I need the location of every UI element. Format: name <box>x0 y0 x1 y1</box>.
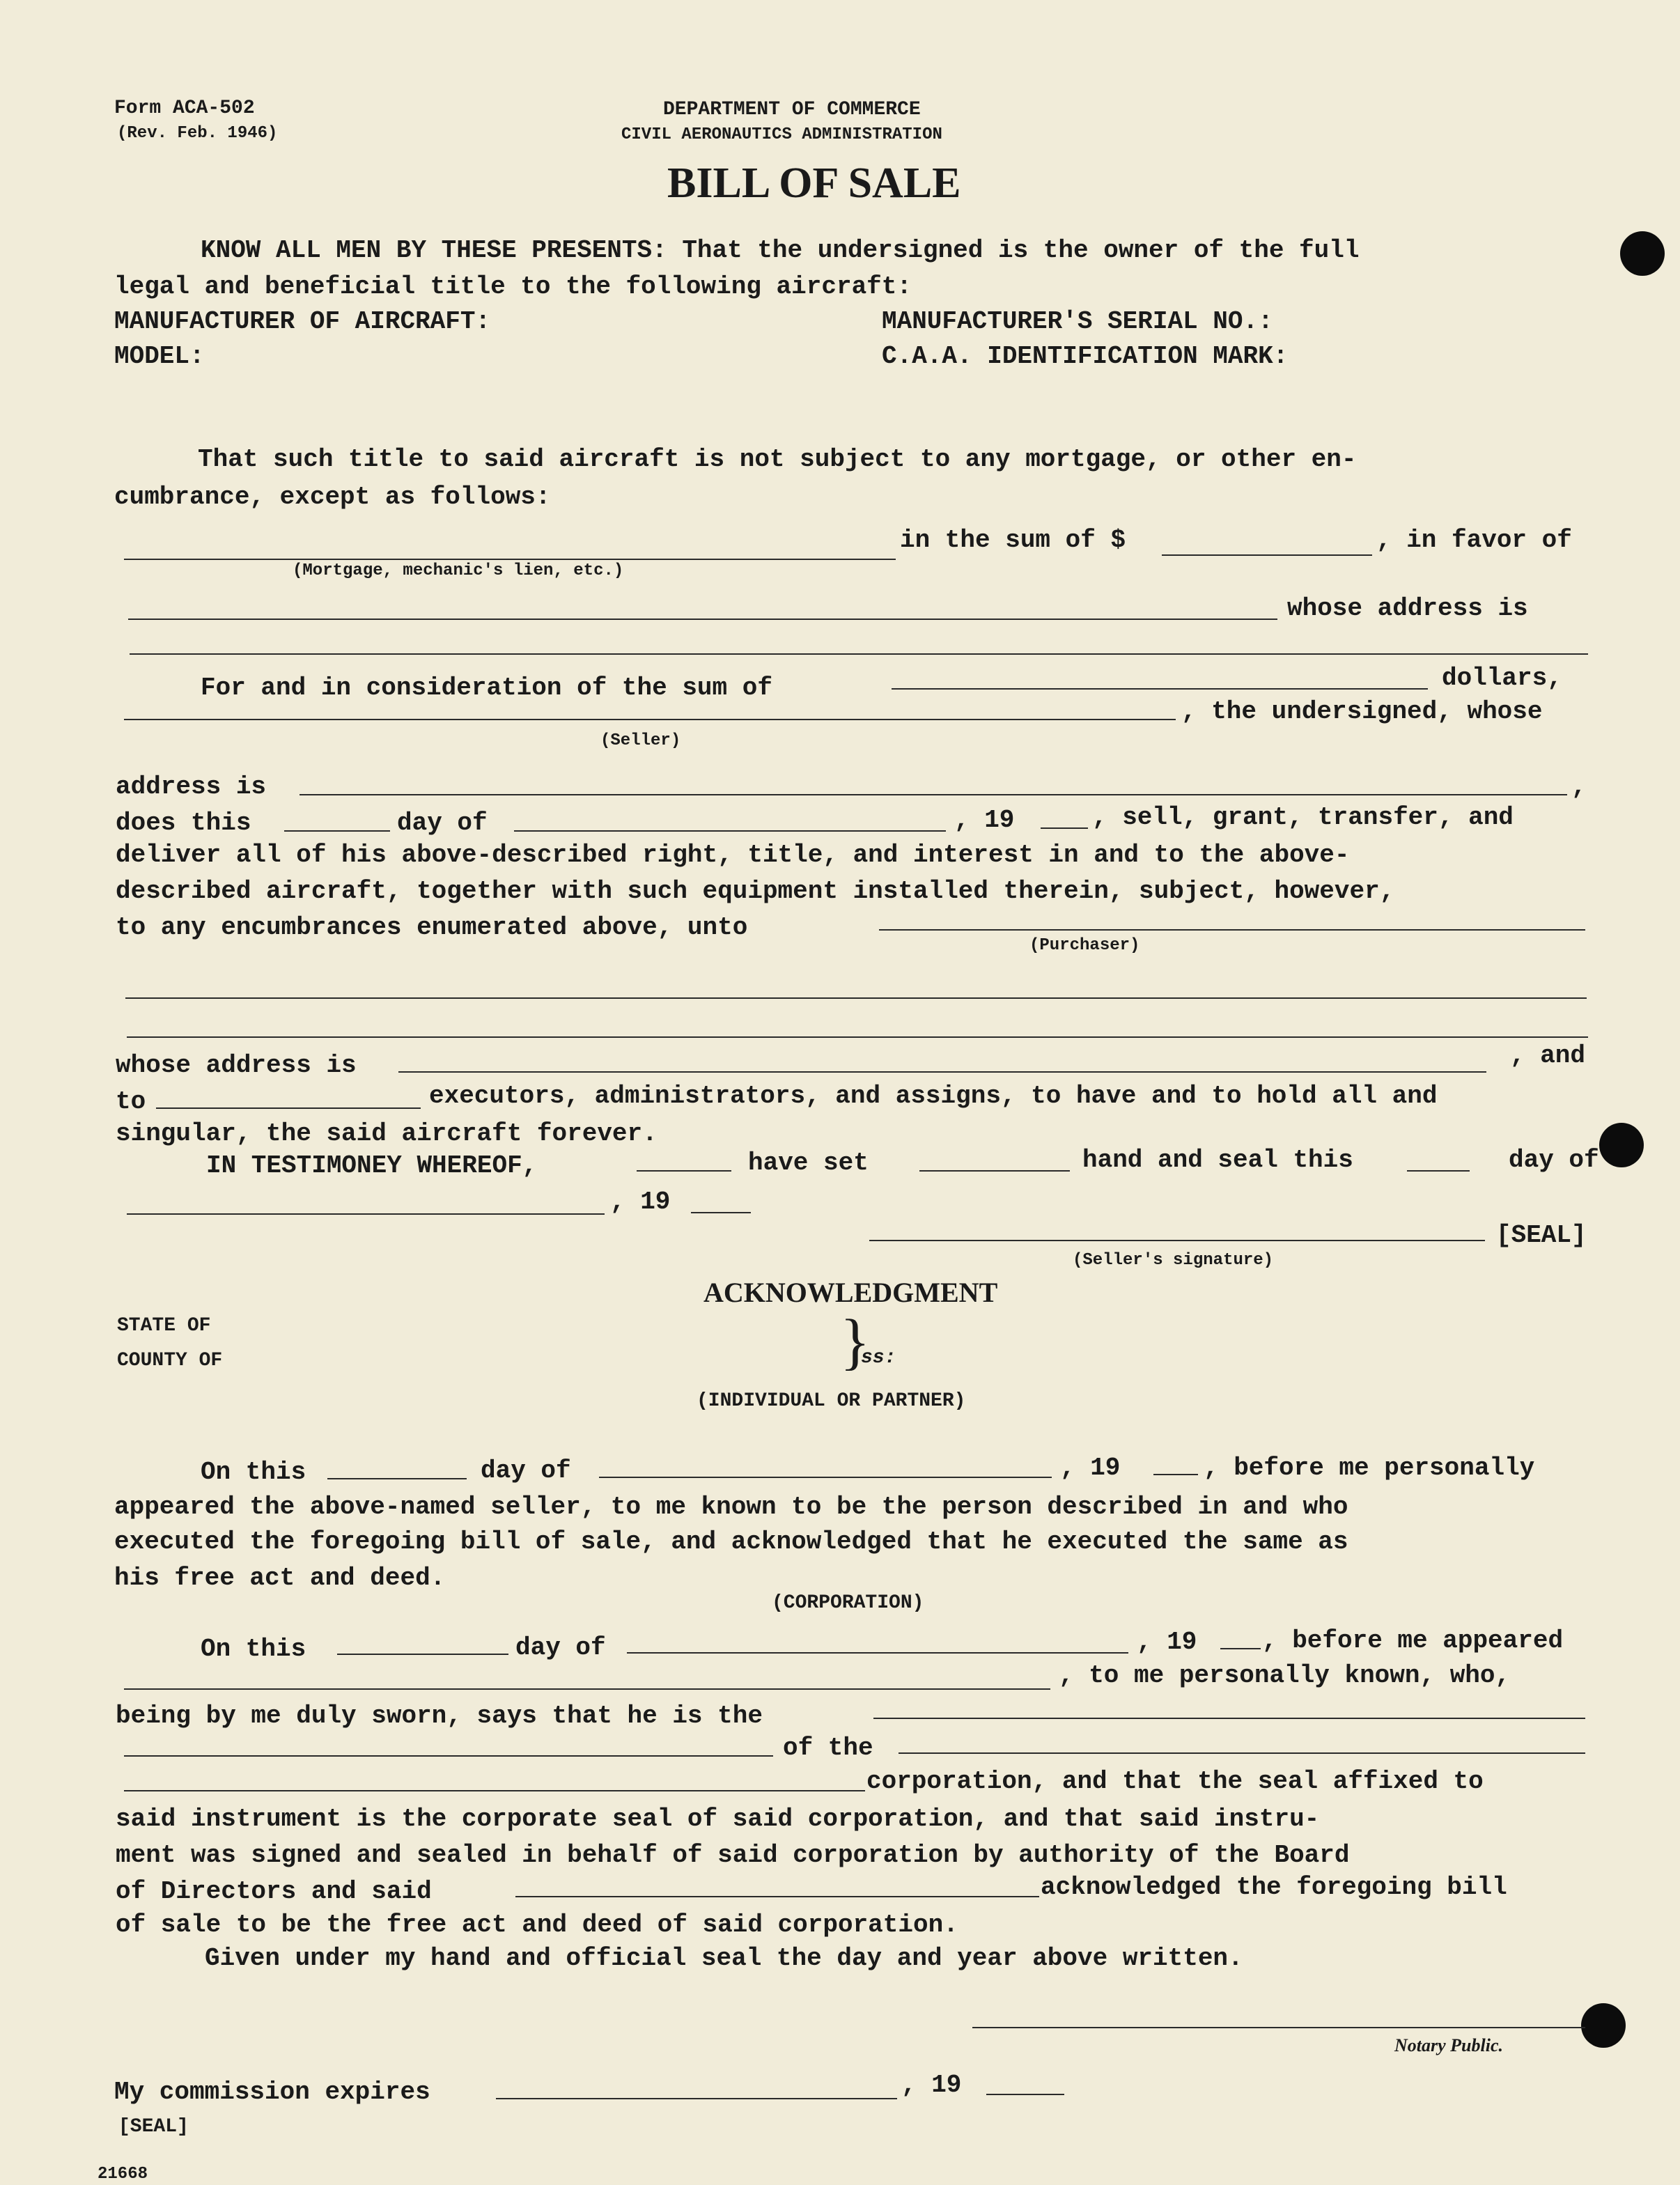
ind-year-prefix: , 19 <box>1060 1454 1121 1482</box>
seller-signature-field[interactable] <box>869 1240 1485 1241</box>
encumbrance-line-2: cumbrance, except as follows: <box>114 483 551 511</box>
county-of-label: COUNTY OF <box>117 1350 223 1371</box>
notary-seal-label: [SEAL] <box>118 2116 189 2138</box>
sale-year-prefix: , 19 <box>954 806 1015 834</box>
seller-address-label: address is <box>116 772 267 801</box>
corp-name-field[interactable] <box>899 1752 1585 1754</box>
corp-day-of-label: day of <box>515 1633 606 1662</box>
encumbrance-type-caption: (Mortgage, mechanic's lien, etc.) <box>293 561 624 580</box>
form-number: Form ACA-502 <box>114 98 255 119</box>
encumbrance-line-1: That such title to said aircraft is not subject to any mortgage, or other en- <box>198 445 1357 474</box>
undersigned-label: , the undersigned, whose <box>1181 697 1543 726</box>
purchaser-name-line-3[interactable] <box>127 1036 1588 1038</box>
dollars-label: dollars, <box>1442 664 1562 692</box>
corp-officer-title-field[interactable] <box>873 1718 1585 1719</box>
executors-line: executors, administrators, and assigns, to have and to hold all and <box>429 1082 1438 1110</box>
ind-month-field[interactable] <box>599 1477 1052 1478</box>
encumbrance-holder-field[interactable] <box>128 619 1277 620</box>
corp-line-5: said instrument is the corporate seal of said corporation, and that said instru- <box>116 1805 1320 1833</box>
holder-address-label: whose address is <box>1287 594 1528 623</box>
ind-line-2: appeared the above-named seller, to me known to be the person described in and who <box>114 1493 1348 1521</box>
unto-line: to any encumbrances enumerated above, unto <box>116 913 748 942</box>
individual-heading: (INDIVIDUAL OR PARTNER) <box>697 1390 966 1412</box>
commission-label: My commission expires <box>114 2078 430 2106</box>
purchaser-name-field[interactable] <box>879 929 1585 931</box>
binder-hole-bottom <box>1581 2003 1626 2048</box>
in-favor-label: , in favor of <box>1376 526 1572 554</box>
purchaser-address-field[interactable] <box>398 1071 1486 1073</box>
sale-month-field[interactable] <box>514 830 946 832</box>
serial-number-label: MANUFACTURER'S SERIAL NO.: <box>882 307 1273 336</box>
encumbrance-type-field[interactable] <box>124 559 896 560</box>
deliver-line: deliver all of his above-described right, title, and interest in and to the above- <box>116 841 1350 869</box>
ind-on-this-label: On this <box>201 1458 306 1486</box>
testimony-year-prefix: , 19 <box>610 1188 671 1216</box>
ind-day-of-label: day of <box>481 1456 571 1485</box>
ind-year-field[interactable] <box>1153 1474 1198 1475</box>
corp-before-me-label: , before me appeared <box>1262 1626 1564 1655</box>
ss-label: ss: <box>861 1347 896 1369</box>
corp-seal-label: corporation, and that the seal affixed to <box>866 1767 1484 1796</box>
hand-seal-label: hand and seal this <box>1082 1146 1353 1174</box>
have-set-label: have set <box>748 1149 869 1177</box>
testimony-month-field[interactable] <box>127 1213 605 1215</box>
ind-before-me-label: , before me personally <box>1204 1454 1535 1482</box>
form-code: 21668 <box>98 2165 148 2184</box>
purchaser-caption: (Purchaser) <box>1029 936 1140 955</box>
seller-signature-caption: (Seller's signature) <box>1073 1251 1274 1270</box>
corp-officer-title-line-2[interactable] <box>124 1755 773 1757</box>
testimony-day-field[interactable] <box>1407 1170 1470 1172</box>
corp-line-8: of sale to be the free act and deed of said corporation. <box>116 1911 958 1939</box>
acknowledgment-title: ACKNOWLEDGMENT <box>703 1277 998 1308</box>
sale-day-field[interactable] <box>284 830 390 832</box>
of-the-label: of the <box>783 1734 873 1762</box>
state-of-label: STATE OF <box>117 1315 211 1337</box>
corp-line-6: ment was signed and sealed in behalf of said corporation by authority of the Board <box>116 1841 1350 1869</box>
purchaser-name-line-2[interactable] <box>125 997 1587 999</box>
corp-on-this-label: On this <box>201 1635 306 1663</box>
sale-year-field[interactable] <box>1041 827 1088 829</box>
seller-caption: (Seller) <box>600 731 681 750</box>
purchaser-address-label: whose address is <box>116 1051 357 1080</box>
seller-name-field[interactable] <box>124 719 1176 720</box>
and-label: , and <box>1510 1041 1586 1070</box>
corp-officer-name-field[interactable] <box>124 1688 1050 1690</box>
given-under-line: Given under my hand and official seal the day and year above written. <box>205 1944 1243 1973</box>
notary-signature-field[interactable] <box>972 2027 1585 2028</box>
intro-line-2: legal and beneficial title to the following aircraft: <box>114 272 912 301</box>
commission-year-field[interactable] <box>986 2094 1064 2095</box>
sworn-label: being by me duly sworn, says that he is the <box>116 1702 763 1730</box>
to-label: to <box>116 1087 146 1116</box>
notary-public-caption: Notary Public. <box>1394 2035 1503 2055</box>
ind-line-3: executed the foregoing bill of sale, and acknowledged that he executed the same as <box>114 1527 1348 1556</box>
sell-grant-label: , sell, grant, transfer, and <box>1092 803 1514 832</box>
corp-line-7-start: of Directors and said <box>116 1877 432 1906</box>
corp-year-prefix: , 19 <box>1137 1628 1197 1656</box>
singular-line: singular, the said aircraft forever. <box>116 1119 658 1148</box>
model-label: MODEL: <box>114 342 205 371</box>
consideration-label: For and in consideration of the sum of <box>201 674 772 702</box>
encumbrance-amount-field[interactable] <box>1162 554 1372 556</box>
testimony-label: IN TESTIMONEY WHEREOF, <box>206 1151 538 1180</box>
holder-address-field[interactable] <box>130 653 1588 655</box>
document-title: BILL OF SALE <box>667 160 961 207</box>
does-this-label: does this <box>116 809 251 837</box>
binder-hole-middle <box>1599 1123 1644 1167</box>
described-line: described aircraft, together with such equipment installed therein, subject, however, <box>116 877 1395 905</box>
corp-name-line-2[interactable] <box>124 1790 865 1791</box>
testimony-year-field[interactable] <box>691 1212 751 1213</box>
intro-line-1: KNOW ALL MEN BY THESE PRESENTS: That the undersigned is the owner of the full <box>201 236 1360 265</box>
consideration-amount-field[interactable] <box>892 688 1428 690</box>
corp-day-field[interactable] <box>337 1654 508 1655</box>
known-label: , to me personally known, who, <box>1059 1661 1511 1690</box>
identification-mark-label: C.A.A. IDENTIFICATION MARK: <box>882 342 1289 371</box>
seller-seal-label: [SEAL] <box>1496 1221 1587 1250</box>
commission-year-prefix: , 19 <box>901 2071 962 2099</box>
ind-line-4: his free act and deed. <box>114 1564 446 1592</box>
day-of-label: day of <box>397 809 488 837</box>
sum-label: in the sum of $ <box>900 526 1126 554</box>
testimony-person-field[interactable] <box>637 1170 731 1172</box>
corp-line-7-end: acknowledged the foregoing bill <box>1041 1873 1507 1902</box>
testimony-day-of-label: day of <box>1509 1146 1599 1174</box>
agency-heading: CIVIL AERONAUTICS ADMINISTRATION <box>621 125 942 144</box>
corp-officer-ack-field[interactable] <box>515 1896 1039 1897</box>
testimony-hand-field[interactable] <box>919 1170 1070 1172</box>
seller-address-field[interactable] <box>300 794 1567 795</box>
seller-address-comma: , <box>1571 772 1587 801</box>
corporation-heading: (CORPORATION) <box>772 1592 924 1614</box>
venue-brace: } <box>840 1307 871 1376</box>
binder-hole-top <box>1620 231 1665 276</box>
manufacturer-label: MANUFACTURER OF AIRCRAFT: <box>114 307 491 336</box>
form-revision: (Rev. Feb. 1946) <box>117 124 278 143</box>
corp-year-field[interactable] <box>1220 1648 1261 1649</box>
corp-month-field[interactable] <box>627 1652 1128 1654</box>
commission-date-field[interactable] <box>496 2098 897 2099</box>
department-heading: DEPARTMENT OF COMMERCE <box>663 99 921 120</box>
ind-day-field[interactable] <box>327 1478 467 1479</box>
purchaser-heirs-field[interactable] <box>156 1107 421 1109</box>
